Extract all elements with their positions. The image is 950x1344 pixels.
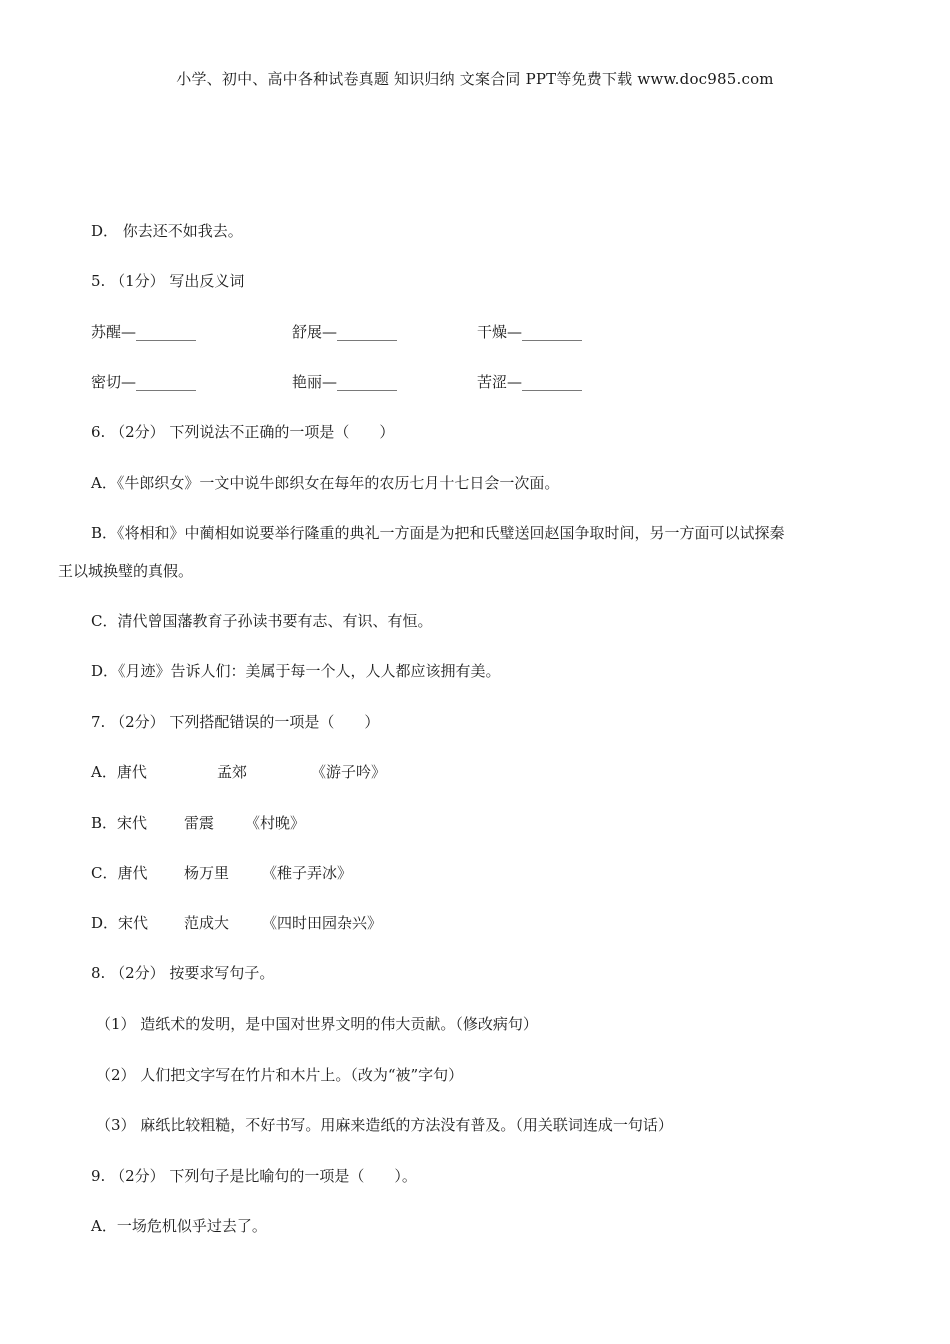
q7-title: 7. （2分） 下列搭配错误的一项是（ ）: [91, 713, 380, 731]
q7-c-dynasty: C．唐代: [91, 864, 148, 882]
q7-d-poem: 《四时田园杂兴》: [262, 914, 383, 932]
q8-sub-3: （3） 麻纸比较粗糙，不好书写。用麻来造纸的方法没有普及。（用关联词连成一句话）: [96, 1116, 673, 1134]
q8-title: 8. （2分） 按要求写句子。: [91, 964, 275, 982]
q7-b-dynasty: B．宋代: [91, 814, 148, 832]
q5-item-2: 舒展—________: [292, 323, 398, 341]
q4-option-d: D． 你去还不如我去。: [91, 222, 243, 240]
q7-b-poem: 《村晚》: [245, 814, 306, 832]
q5-item-1: 苏醒—________: [91, 323, 197, 341]
q5-title: 5. （1分） 写出反义词: [91, 272, 245, 290]
q8-sub-1: （1） 造纸术的发明，是中国对世界文明的伟大贡献。（修改病句）: [96, 1015, 538, 1033]
page-header: 小学、初中、高中各种试卷真题 知识归纳 文案合同 PPT等免费下载 www.doc985.com: [176, 70, 774, 88]
q7-d-dynasty: D．宋代: [91, 914, 149, 932]
q7-c-poem: 《稚子弄冰》: [262, 864, 353, 882]
q9-option-a: A．一场危机似乎过去了。: [91, 1217, 267, 1235]
q6-option-b-line1: B．《将相和》中蔺相如说要举行隆重的典礼一方面是为把和氏璧送回赵国争取时间，另一方面可以试探秦: [91, 524, 785, 542]
q6-option-d: D．《月迹》告诉人们：美属于每一个人，人人都应该拥有美。: [91, 662, 501, 680]
q6-option-c: C．清代曾国藩教育子孙读书要有志、有识、有恒。: [91, 612, 433, 630]
q7-b-author: 雷震: [184, 814, 215, 832]
q7-d-author: 范成大: [184, 914, 230, 932]
q5-item-6: 苦涩—________: [477, 373, 583, 391]
q6-option-b-line2: 王以城换璧的真假。: [58, 562, 194, 580]
q9-title: 9. （2分） 下列句子是比喻句的一项是（ ）。: [91, 1167, 417, 1185]
q5-item-5: 艳丽—________: [292, 373, 398, 391]
q8-sub-2: （2） 人们把文字写在竹片和木片上。（改为“被”字句）: [96, 1066, 464, 1084]
q7-a-dynasty: A．唐代: [91, 763, 147, 781]
q7-c-author: 杨万里: [184, 864, 230, 882]
q6-option-a: A．《牛郎织女》一文中说牛郎织女在每年的农历七月十七日会一次面。: [91, 474, 560, 492]
q7-a-author: 孟郊: [217, 763, 248, 781]
q6-title: 6. （2分） 下列说法不正确的一项是（ ）: [91, 423, 395, 441]
q7-a-poem: 《游子吟》: [311, 763, 387, 781]
q5-item-4: 密切—________: [91, 373, 197, 391]
q5-item-3: 干燥—________: [477, 323, 583, 341]
